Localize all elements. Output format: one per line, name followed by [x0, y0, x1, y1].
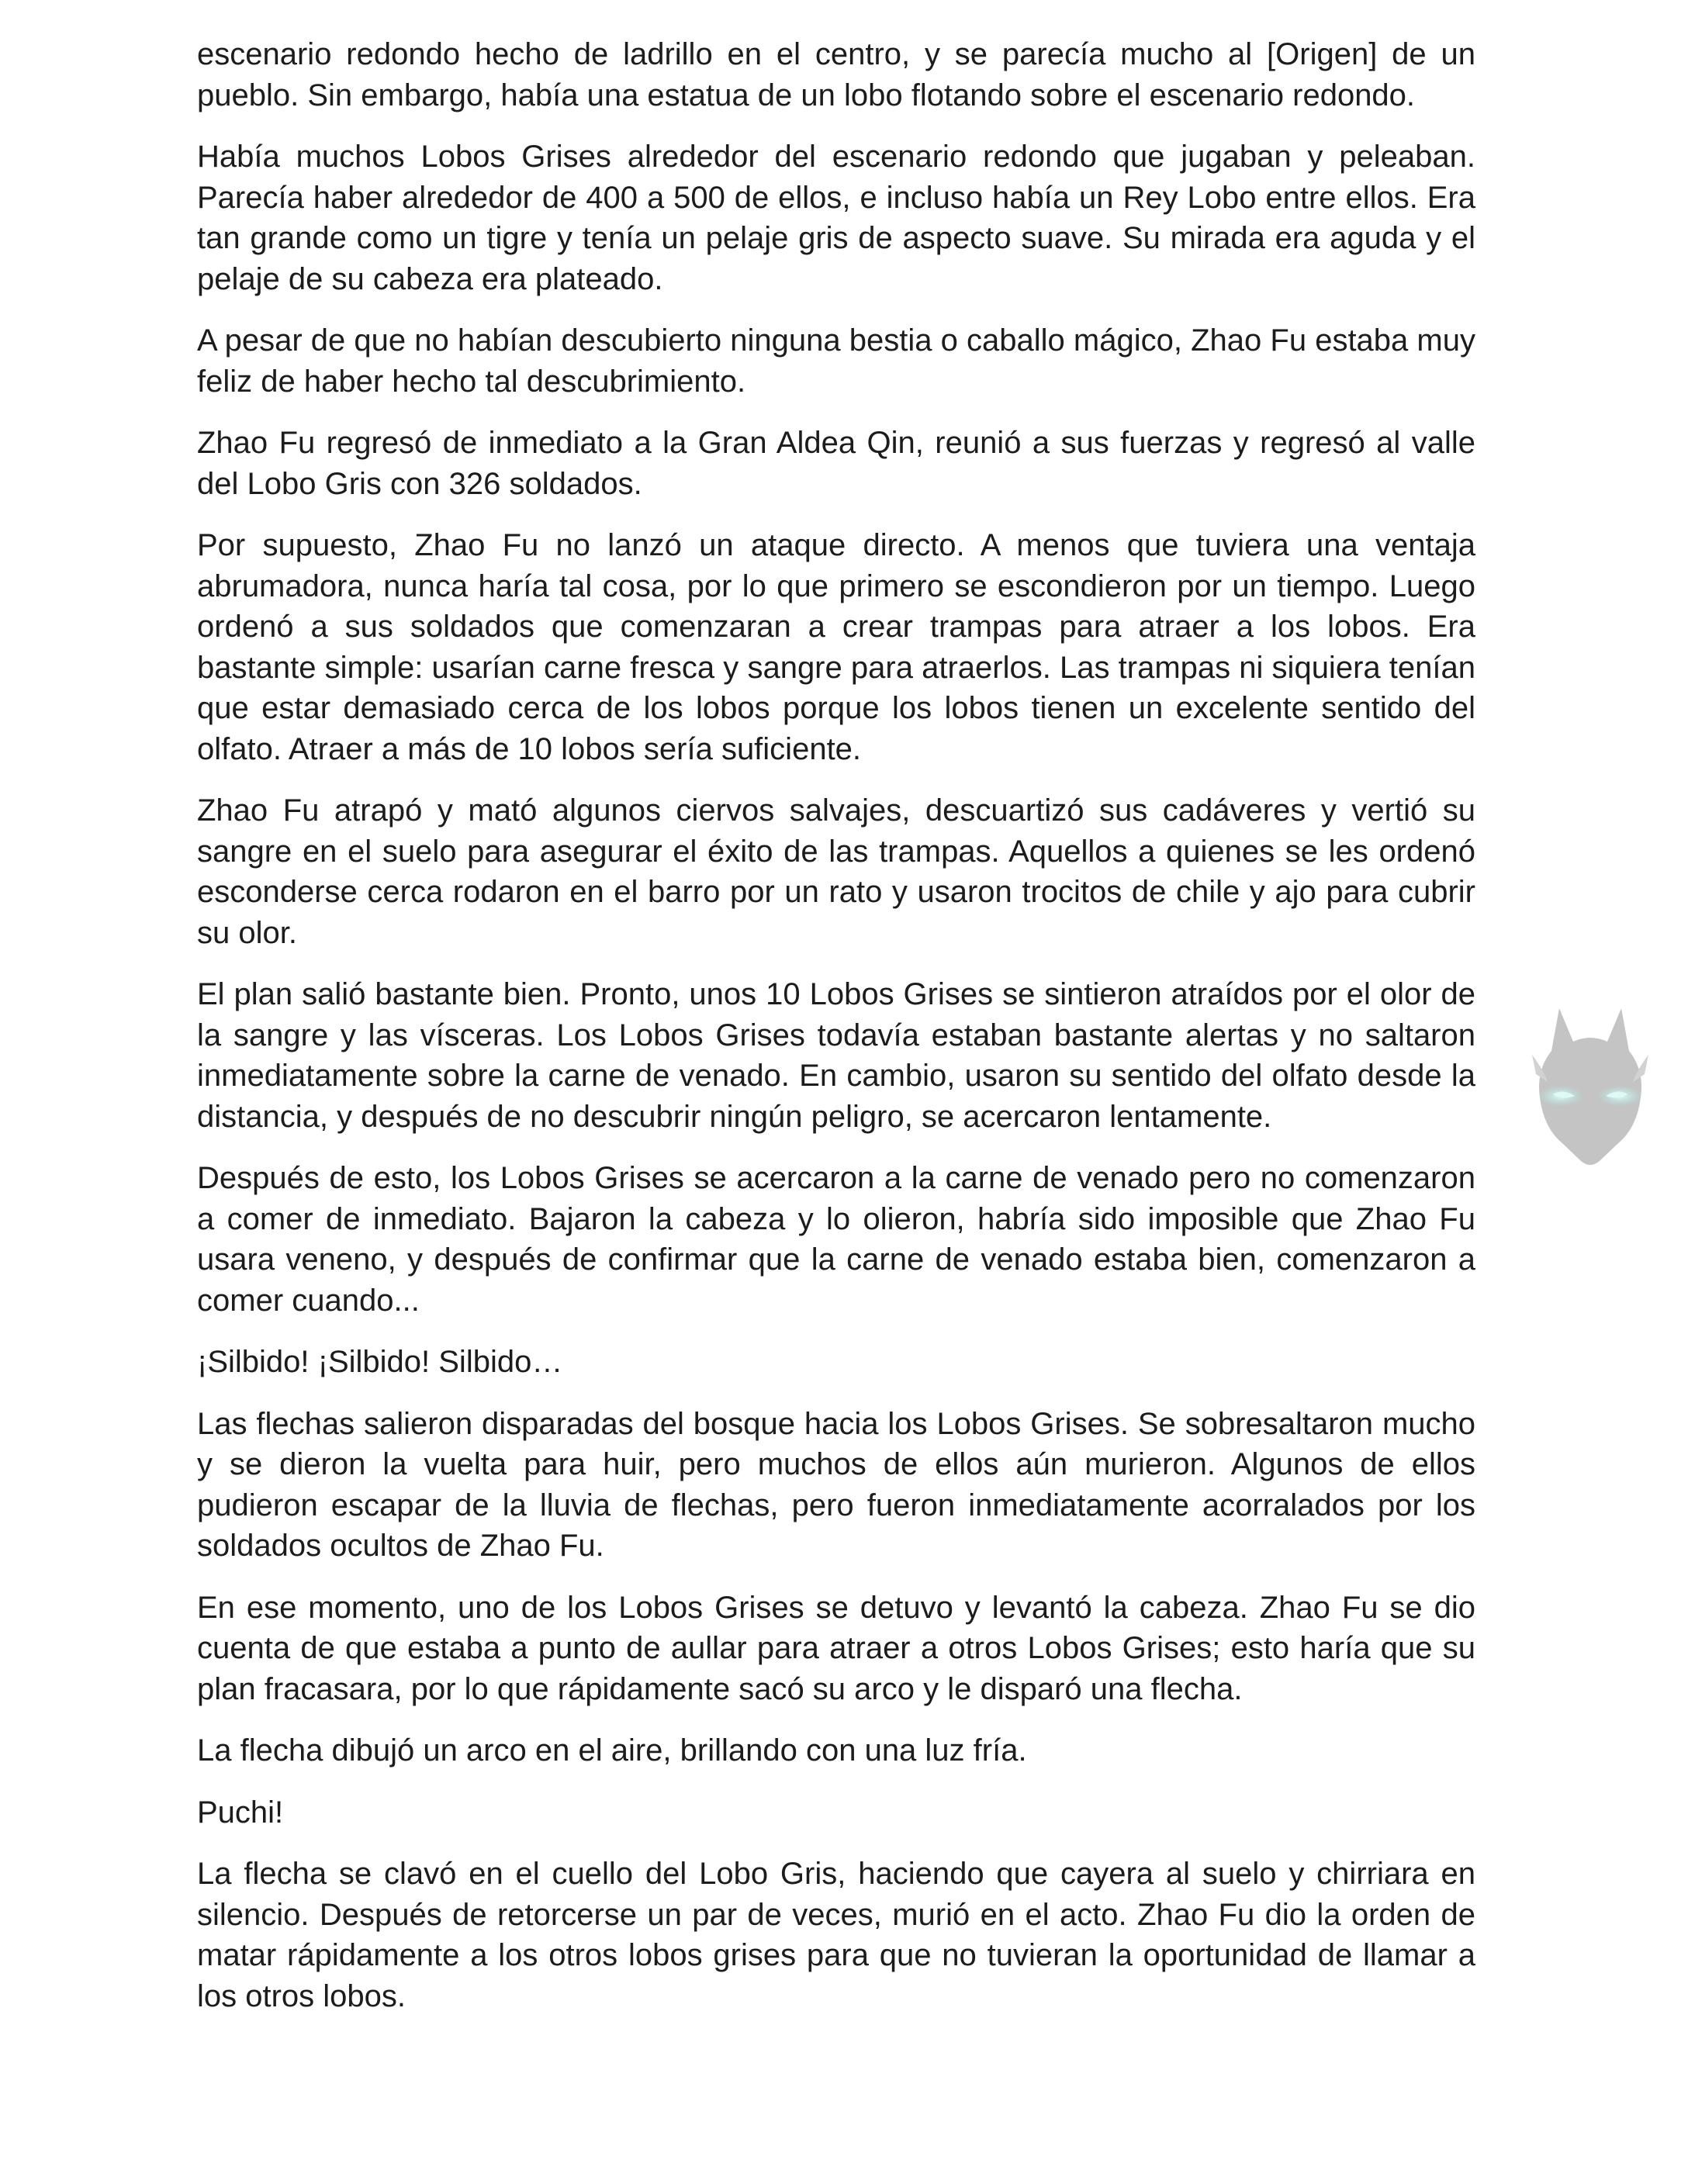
paragraph: La flecha dibujó un arco en el aire, brillando con una luz fría.	[197, 1733, 1027, 1768]
paragraph: La flecha se clavó en el cuello del Lobo Gris, haciendo que cayera al suelo y chirriara en silencio. Después de retorcerse un par de veces, murió en el acto. Zhao Fu dio la orden de matar rápidamente a los otros lobos grises para que no tuvieran la oportunidad de llamar a los otros lobos.	[197, 1857, 1475, 2013]
paragraph: Las flechas salieron disparadas del bosque hacia los Lobos Grises. Se sobresaltaron mucho y se dieron la vuelta para huir, pero muchos de ellos aún murieron. Algunos de ellos pudieron escapar de la lluvia de flechas, pero fueron inmediatamente acorralados por los soldados ocultos de Zhao Fu.	[197, 1406, 1475, 1563]
paragraph: Por supuesto, Zhao Fu no lanzó un ataque directo. A menos que tuviera una ventaja abrumadora, nunca haría tal cosa, por lo que primero se escondieron por un tiempo. Luego ordenó a sus soldados que comenzaran a crear trampas para atraer a los lobos. Era bastante simple: usarían carne fresca y sangre para atraerlos. Las trampas ni siquiera tenían que estar demasiado cerca de los lobos porque los lobos tienen un excelente sentido del olfato. Atraer a más de 10 lobos sería suficiente.	[197, 528, 1475, 766]
demon-head-icon	[1513, 997, 1668, 1171]
paragraph: A pesar de que no habían descubierto ninguna bestia o caballo mágico, Zhao Fu estaba muy feliz de haber hecho tal descubrimiento.	[197, 323, 1475, 399]
document-body	[197, 34, 1475, 2037]
paragraph: El plan salió bastante bien. Pronto, unos 10 Lobos Grises se sintieron atraídos por el olor de la sangre y las vísceras. Los Lobos Grises todavía estaban bastante alertas y no saltaron inmediatamente sobre la carne de venado. En cambio, usaron su sentido del olfato desde la distancia, y después de no descubrir ningún peligro, se acercaron lentamente.	[197, 977, 1475, 1134]
paragraph: escenario redondo hecho de ladrillo en el centro, y se parecía mucho al [Origen] de un pueblo. Sin embargo, había una estatua de un lobo flotando sobre el escenario redondo.	[197, 37, 1475, 112]
paragraph: Puchi!	[197, 1795, 284, 1830]
paragraph: Zhao Fu atrapó y mató algunos ciervos salvajes, descuartizó sus cadáveres y vertió su sangre en el suelo para asegurar el éxito de las trampas. Aquellos a quienes se les ordenó esconderse cerca rodaron en el barro por un rato y usaron trocitos de chile y ajo para cubrir su olor.	[197, 793, 1475, 950]
paragraph: Había muchos Lobos Grises alrededor del escenario redondo que jugaban y peleaban. Parecía haber alrededor de 400 a 500 de ellos, e incluso había un Rey Lobo entre ellos. Era tan grande como un tigre y tenía un pelaje gris de aspecto suave. Su mirada era aguda y el pelaje de su cabeza era plateado.	[197, 140, 1475, 296]
paragraph: En ese momento, uno de los Lobos Grises se detuvo y levantó la cabeza. Zhao Fu se dio cuenta de que estaba a punto de aullar para atraer a otros Lobos Grises; esto haría que su plan fracasara, por lo que rápidamente sacó su arco y le disparó una flecha.	[197, 1590, 1475, 1706]
paragraph: Después de esto, los Lobos Grises se acercaron a la carne de venado pero no comenzaron a comer de inmediato. Bajaron la cabeza y lo olieron, habría sido imposible que Zhao Fu usara veneno, y después de confirmar que la carne de venado estaba bien, comenzaron a comer cuando...	[197, 1161, 1475, 1318]
paragraph: Zhao Fu regresó de inmediato a la Gran Aldea Qin, reunió a sus fuerzas y regresó al valle del Lobo Gris con 326 soldados.	[197, 426, 1475, 501]
paragraph: ¡Silbido! ¡Silbido! Silbido…	[197, 1345, 563, 1379]
